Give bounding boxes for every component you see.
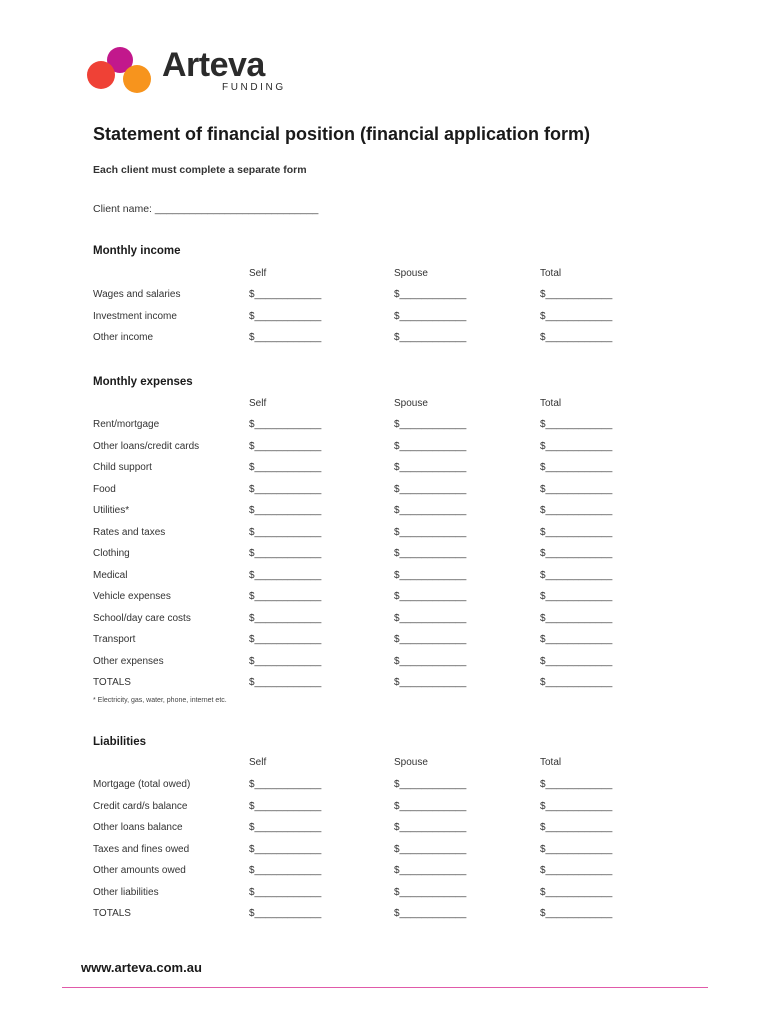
total-amount-field[interactable]: $____________ [540, 908, 613, 919]
column-header-spouse: Spouse [394, 268, 428, 279]
footer-divider [62, 987, 708, 988]
total-amount-field[interactable]: $____________ [540, 505, 613, 516]
page-title: Statement of financial position (financial application form) [93, 124, 591, 144]
self-amount-field[interactable]: $____________ [249, 548, 322, 559]
spouse-amount-field[interactable]: $____________ [394, 548, 467, 559]
total-amount-field[interactable]: $____________ [540, 310, 613, 322]
self-amount-field[interactable]: $____________ [249, 526, 322, 538]
row-label: Utilities* [93, 505, 130, 516]
liabilities-heading: Liabilities [93, 736, 147, 748]
utilities-footnote: * Electricity, gas, water, phone, internet etc. [93, 697, 227, 704]
self-amount-field[interactable]: $____________ [249, 483, 322, 495]
spouse-amount-field[interactable]: $____________ [394, 886, 467, 898]
column-header-spouse: Spouse [394, 398, 428, 409]
total-amount-field[interactable]: $____________ [540, 886, 613, 898]
row-label: Transport [93, 634, 136, 645]
spouse-amount-field[interactable]: $____________ [394, 332, 467, 343]
spouse-amount-field[interactable]: $____________ [394, 843, 467, 855]
spouse-amount-field[interactable]: $____________ [394, 865, 467, 876]
total-amount-field[interactable]: $____________ [540, 800, 613, 812]
row-label: Other expenses [93, 655, 164, 667]
row-label: Other liabilities [93, 886, 159, 898]
total-amount-field[interactable]: $____________ [540, 440, 613, 452]
row-label: Child support [93, 462, 152, 473]
column-header-self: Self [249, 398, 267, 409]
row-label: Vehicle expenses [93, 591, 171, 602]
self-amount-field[interactable]: $____________ [249, 505, 322, 516]
self-amount-field[interactable]: $____________ [249, 462, 322, 473]
row-label: Other loans/credit cards [93, 440, 200, 452]
row-label: Rates and taxes [93, 526, 166, 538]
row-label: Other loans balance [93, 822, 183, 833]
self-amount-field[interactable]: $____________ [249, 655, 322, 667]
total-amount-field[interactable]: $____________ [540, 655, 613, 667]
spouse-amount-field[interactable]: $____________ [394, 419, 467, 430]
total-amount-field[interactable]: $____________ [540, 822, 613, 833]
total-amount-field[interactable]: $____________ [540, 865, 613, 876]
row-label: TOTALS [93, 908, 131, 919]
row-label: Other income [93, 332, 154, 343]
total-amount-field[interactable]: $____________ [540, 419, 613, 430]
self-amount-field[interactable]: $____________ [249, 908, 322, 919]
spouse-amount-field[interactable]: $____________ [394, 289, 467, 300]
total-amount-field[interactable]: $____________ [540, 569, 613, 581]
spouse-amount-field[interactable]: $____________ [394, 440, 467, 452]
column-header-spouse: Spouse [394, 757, 428, 768]
spouse-amount-field[interactable]: $____________ [394, 591, 467, 602]
self-amount-field[interactable]: $____________ [249, 569, 322, 581]
spouse-amount-field[interactable]: $____________ [394, 483, 467, 495]
row-label: Wages and salaries [93, 289, 181, 300]
spouse-amount-field[interactable]: $____________ [394, 908, 467, 919]
row-label: Credit card/s balance [93, 800, 188, 812]
spouse-amount-field[interactable]: $____________ [394, 655, 467, 667]
total-amount-field[interactable]: $____________ [540, 526, 613, 538]
spouse-amount-field[interactable]: $____________ [394, 800, 467, 812]
self-amount-field[interactable]: $____________ [249, 865, 322, 876]
spouse-amount-field[interactable]: $____________ [394, 310, 467, 322]
self-amount-field[interactable]: $____________ [249, 332, 322, 343]
client-name-field[interactable]: Client name: ____________________________ [93, 203, 319, 215]
row-label: Rent/mortgage [93, 419, 160, 430]
self-amount-field[interactable]: $____________ [249, 822, 322, 833]
total-amount-field[interactable]: $____________ [540, 843, 613, 855]
self-amount-field[interactable]: $____________ [249, 843, 322, 855]
row-label: Medical [93, 569, 128, 581]
total-amount-field[interactable]: $____________ [540, 634, 613, 645]
row-label: School/day care costs [93, 612, 191, 624]
self-amount-field[interactable]: $____________ [249, 591, 322, 602]
column-header-self: Self [249, 268, 267, 279]
total-amount-field[interactable]: $____________ [540, 289, 613, 300]
spouse-amount-field[interactable]: $____________ [394, 779, 467, 790]
spouse-amount-field[interactable]: $____________ [394, 526, 467, 538]
spouse-amount-field[interactable]: $____________ [394, 634, 467, 645]
total-amount-field[interactable]: $____________ [540, 779, 613, 790]
spouse-amount-field[interactable]: $____________ [394, 822, 467, 833]
column-header-self: Self [249, 757, 267, 768]
spouse-amount-field[interactable]: $____________ [394, 612, 467, 624]
self-amount-field[interactable]: $____________ [249, 677, 322, 688]
total-amount-field[interactable]: $____________ [540, 677, 613, 688]
row-label: Mortgage (total owed) [93, 779, 191, 790]
self-amount-field[interactable]: $____________ [249, 289, 322, 300]
total-amount-field[interactable]: $____________ [540, 462, 613, 473]
row-label: Taxes and fines owed [93, 843, 190, 855]
self-amount-field[interactable]: $____________ [249, 440, 322, 452]
brand-subtitle: FUNDING [222, 82, 286, 93]
row-label: Other amounts owed [93, 865, 186, 876]
column-header-total: Total [540, 757, 562, 768]
arteva-logo [84, 44, 294, 96]
self-amount-field[interactable]: $____________ [249, 310, 322, 322]
row-label: TOTALS [93, 677, 131, 688]
self-amount-field[interactable]: $____________ [249, 800, 322, 812]
spouse-amount-field[interactable]: $____________ [394, 569, 467, 581]
form-instruction: Each client must complete a separate form [93, 164, 307, 176]
self-amount-field[interactable]: $____________ [249, 612, 322, 624]
spouse-amount-field[interactable]: $____________ [394, 505, 467, 516]
spouse-amount-field[interactable]: $____________ [394, 677, 467, 688]
self-amount-field[interactable]: $____________ [249, 634, 322, 645]
spouse-amount-field[interactable]: $____________ [394, 462, 467, 473]
total-amount-field[interactable]: $____________ [540, 591, 613, 602]
row-label: Food [93, 483, 116, 495]
row-label: Clothing [93, 548, 130, 559]
column-header-total: Total [540, 398, 562, 409]
self-amount-field[interactable]: $____________ [249, 779, 322, 790]
self-amount-field[interactable]: $____________ [249, 419, 322, 430]
self-amount-field[interactable]: $____________ [249, 886, 322, 898]
monthly-income-heading: Monthly income [93, 245, 181, 257]
total-amount-field[interactable]: $____________ [540, 483, 613, 495]
total-amount-field[interactable]: $____________ [540, 548, 613, 559]
total-amount-field[interactable]: $____________ [540, 332, 613, 343]
column-header-total: Total [540, 268, 562, 279]
brand-name: Arteva [162, 46, 265, 84]
row-label: Investment income [93, 310, 177, 322]
total-amount-field[interactable]: $____________ [540, 612, 613, 624]
monthly-expenses-heading: Monthly expenses [93, 376, 193, 388]
arteva-logo-mark-icon [84, 44, 156, 96]
website-link[interactable]: www.arteva.com.au [81, 960, 202, 975]
